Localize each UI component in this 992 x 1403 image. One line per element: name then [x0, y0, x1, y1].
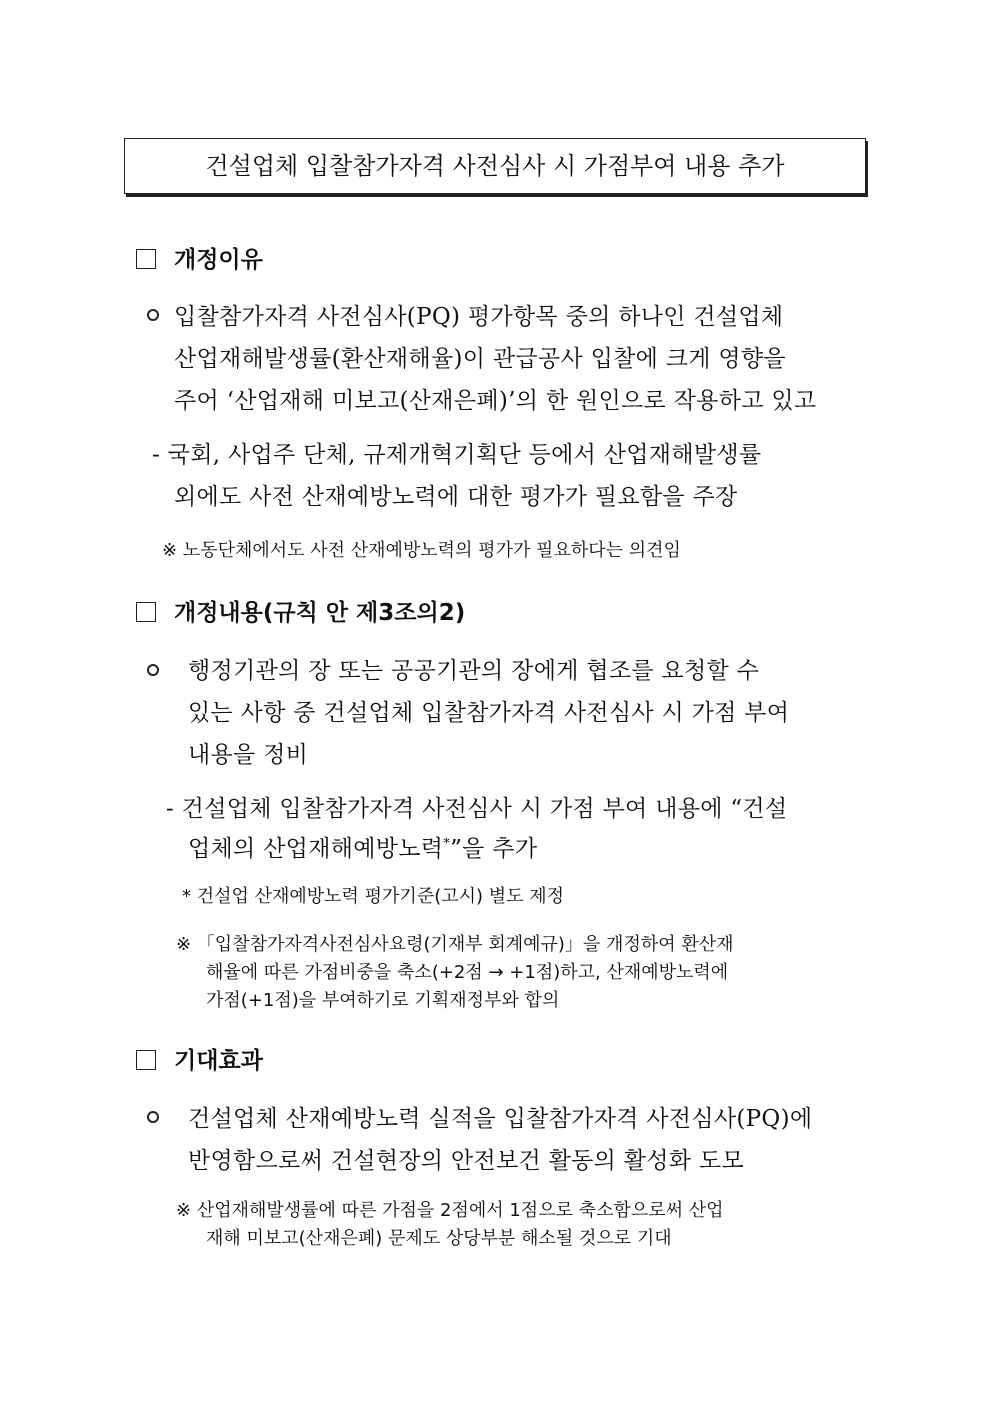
section-heading-effect: 기대효과	[174, 1048, 263, 1074]
text-line: 주어 ‘산업재해 미보고(산재은폐)’의 한 원인으로 작용하고 있고	[174, 388, 817, 414]
text-line: 내용을 정비	[188, 742, 309, 768]
circle-bullet-icon	[147, 664, 159, 676]
text-line: 있는 사항 중 건설업체 입찰참가자격 사전심사 시 가점 부여	[188, 700, 790, 726]
note-line: ※ 노동단체에서도 사전 산재예방노력의 평가가 필요하다는 의견임	[162, 540, 681, 561]
text-line: 반영함으로써 건설현장의 안전보건 활동의 활성화 도모	[188, 1148, 744, 1174]
section-checkbox-icon	[136, 602, 156, 622]
text-line: 산업재해발생률(환산재해율)이 관급공사 입찰에 크게 영향을	[174, 346, 786, 372]
circle-bullet-icon	[147, 309, 159, 321]
text-line: - 국회, 사업주 단체, 규제개혁기획단 등에서 산업재해발생률	[152, 442, 762, 468]
note-line: ※ 「입찰참가자격사전심사요령(기재부 회계예규)」을 개정하여 환산재	[176, 934, 734, 955]
text-line: 입찰참가자격 사전심사(PQ) 평가항목 중의 하나인 건설업체	[174, 304, 784, 330]
section-checkbox-icon	[136, 249, 156, 269]
note-line: ※ 산업재해발생률에 따른 가점을 2점에서 1점으로 축소함으로써 산업	[176, 1200, 724, 1221]
section-heading-reason: 개정이유	[174, 247, 263, 273]
text-line: - 건설업체 입찰참가자격 사전심사 시 가점 부여 내용에 “건설	[166, 796, 788, 822]
note-line: 가점(+1점)을 부여하기로 기획재정부와 합의	[206, 990, 560, 1011]
text-line: 건설업체 산재예방노력 실적을 입찰참가자격 사전심사(PQ)에	[188, 1106, 813, 1132]
footnote-mark: *	[443, 836, 451, 852]
text-fragment: ”을 추가	[450, 836, 538, 862]
text-fragment: 업체의 산업재해예방노력	[188, 836, 444, 862]
section-checkbox-icon	[136, 1050, 156, 1070]
text-line: 외에도 사전 산재예방노력에 대한 평가가 필요함을 주장	[174, 484, 738, 510]
text-line: 행정기관의 장 또는 공공기관의 장에게 협조를 요청할 수	[188, 658, 760, 684]
page-title: 건설업체 입찰참가자격 사전심사 시 가점부여 내용 추가	[205, 152, 785, 180]
circle-bullet-icon	[147, 1111, 159, 1123]
text-line	[188, 830, 537, 863]
note-line: * 건설업 산재예방노력 평가기준(고시) 별도 제정	[182, 886, 565, 907]
section-heading-content: 개정내용(규칙 안 제3조의2)	[174, 600, 466, 626]
note-line: 재해 미보고(산재은폐) 문제도 상당부분 해소될 것으로 기대	[206, 1228, 672, 1249]
note-line: 해율에 따른 가점비중을 축소(+2점 → +1점)하고, 산재예방노력에	[206, 962, 729, 983]
